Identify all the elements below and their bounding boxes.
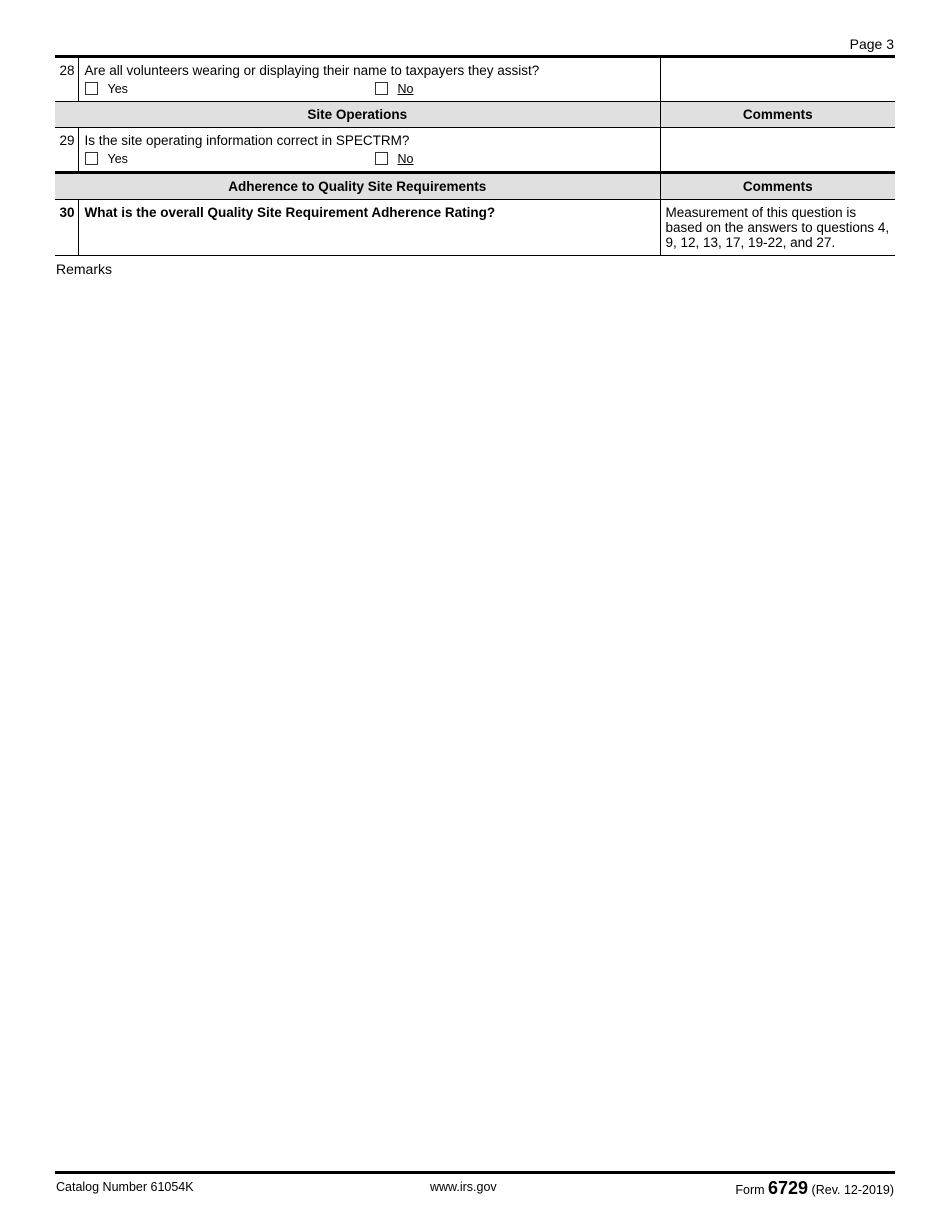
form-revision: (Rev. 12-2019) (811, 1183, 894, 1197)
question-text: What is the overall Quality Site Requirement Adherence Rating? (78, 200, 660, 256)
form-prefix: Form (735, 1183, 765, 1197)
comment-field[interactable] (660, 57, 895, 102)
yes-option[interactable] (85, 152, 375, 166)
comment-note: Measurement of this question is based on the answers to questions 4, 9, 12, 13, 17, 19-22, and 27. (660, 200, 895, 256)
no-option[interactable] (375, 152, 414, 166)
remarks-label: Remarks (56, 261, 113, 277)
question-number: 28 (55, 57, 78, 102)
answer-options (85, 81, 654, 96)
answer-options (85, 151, 654, 166)
question-row-29 (55, 128, 895, 173)
yes-checkbox[interactable] (85, 152, 98, 165)
section-header-adherence (55, 173, 895, 200)
section-title: Adherence to Quality Site Requirements (55, 173, 660, 200)
section-header-site-operations (55, 102, 895, 128)
question-text: Is the site operating information correct in SPECTRM? (84, 133, 410, 148)
question-cell (78, 57, 660, 102)
website-link[interactable]: www.irs.gov (430, 1180, 497, 1194)
question-row-28 (55, 57, 895, 102)
question-number: 30 (55, 200, 78, 256)
yes-checkbox[interactable] (85, 82, 98, 95)
page-number: Page 3 (849, 36, 894, 52)
no-label: No (397, 151, 414, 166)
question-text: Are all volunteers wearing or displaying their name to taxpayers they assist? (84, 63, 540, 78)
footer-divider (55, 1171, 895, 1174)
question-number: 29 (55, 128, 78, 173)
no-option[interactable] (375, 82, 414, 96)
yes-label: Yes (107, 151, 128, 166)
comments-header: Comments (660, 173, 895, 200)
no-label: No (397, 81, 414, 96)
comment-field[interactable] (660, 128, 895, 173)
yes-option[interactable] (85, 82, 375, 96)
comments-header: Comments (660, 102, 895, 128)
questionnaire-table (55, 55, 895, 256)
footer (56, 1178, 894, 1200)
catalog-number: Catalog Number 61054K (56, 1180, 194, 1194)
question-row-30 (55, 200, 895, 256)
no-checkbox[interactable] (375, 152, 388, 165)
question-cell (78, 128, 660, 173)
form-id (735, 1178, 894, 1199)
section-title: Site Operations (55, 102, 660, 128)
yes-label: Yes (107, 81, 128, 96)
no-checkbox[interactable] (375, 82, 388, 95)
form-number: 6729 (768, 1178, 809, 1198)
